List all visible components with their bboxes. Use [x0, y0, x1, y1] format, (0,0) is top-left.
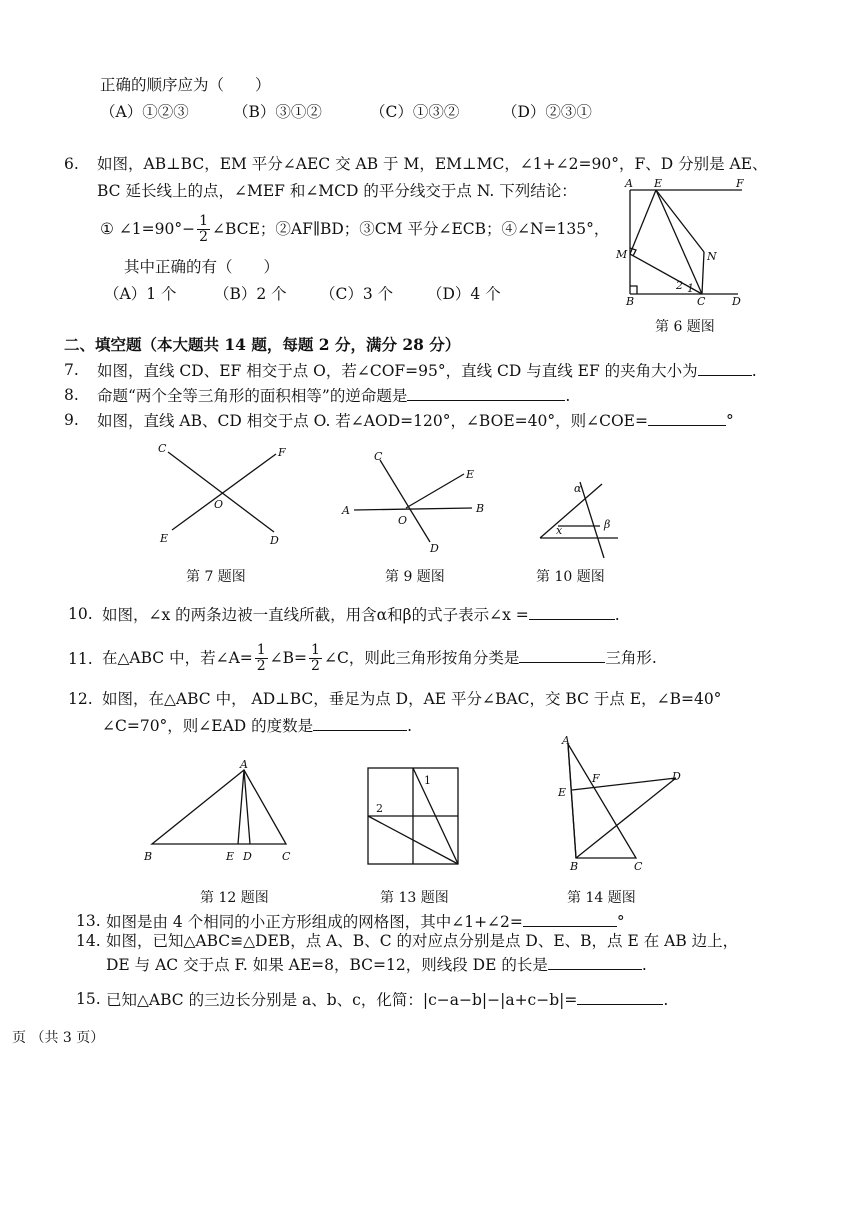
- figure-10: [534, 470, 624, 560]
- q10-answer-blank[interactable]: [529, 605, 615, 620]
- fig10-label-beta: β: [604, 518, 611, 531]
- q6-line3-pre: ① ∠1=90°−: [100, 219, 196, 238]
- q13-text: [106, 912, 625, 932]
- q6-option-d: （D）4 个: [427, 285, 501, 303]
- q7-tail: .: [751, 362, 757, 380]
- q9-answer-blank[interactable]: [648, 411, 726, 426]
- q15-stem: 已知△ABC 的三边长分别是 a、b、c，化简：|c−a−b|−|a+c−b|=: [106, 991, 578, 1009]
- section2-title: 二、填空题（本大题共 14 题，每题 2 分，满分 28 分）: [64, 335, 461, 354]
- fig7-caption: 第 7 题图: [186, 569, 246, 585]
- q15-text: [106, 990, 668, 1010]
- fig6-angle-1: 1: [687, 282, 694, 295]
- fig12-label-c: C: [282, 850, 291, 863]
- q11-fraction-2: [309, 643, 322, 675]
- fig13-angle-1: 1: [424, 774, 431, 787]
- fig7-label-f: F: [278, 446, 286, 459]
- fig12-label-d: D: [243, 850, 252, 863]
- fig12-caption: 第 12 题图: [200, 890, 269, 906]
- q11-tail: 三角形.: [605, 648, 657, 667]
- q6-line3: [100, 214, 609, 246]
- q11-fraction-2-num: 1: [311, 642, 320, 658]
- q5-option-c: （C）①③②: [370, 103, 460, 121]
- fig14-label-f: F: [592, 772, 600, 785]
- q11-post: ∠C，则此三角形按角分类是: [323, 648, 520, 667]
- q9-number: 9.: [64, 411, 79, 429]
- fig6-label-e: E: [654, 177, 663, 190]
- q9-text: [97, 411, 734, 431]
- q6-line2: BC 延长线上的点，∠MEF 和∠MCD 的平分线交于点 N. 下列结论：: [97, 182, 577, 200]
- q7-answer-blank[interactable]: [698, 361, 752, 376]
- q6-option-a: （A）1 个: [104, 285, 177, 303]
- fig6-label-n: N: [707, 250, 717, 263]
- fig7-label-c: C: [158, 442, 167, 455]
- fig14-caption: 第 14 题图: [567, 890, 636, 906]
- q10-stem: 如图，∠x 的两条边被一直线所截，用含α和β的式子表示∠x =: [102, 606, 529, 624]
- fig9-label-c: C: [374, 450, 383, 463]
- fig7-label-e: E: [160, 532, 169, 545]
- figure-7: [156, 444, 296, 548]
- fig10-caption: 第 10 题图: [536, 569, 605, 585]
- fig6-label-f: F: [736, 177, 744, 190]
- fig14-label-e: E: [558, 786, 567, 799]
- q6-fraction-num: 1: [199, 213, 209, 229]
- q8-number: 8.: [64, 386, 79, 404]
- q5-option-d: （D）②③①: [502, 103, 592, 121]
- fig6-angle-2: 2: [676, 279, 683, 292]
- fig6-label-a: A: [625, 177, 633, 190]
- q11-text: [102, 643, 657, 675]
- q12-answer-blank[interactable]: [313, 716, 407, 731]
- q6-option-b: （B）2 个: [214, 285, 287, 303]
- figure-14: [552, 732, 692, 874]
- fig6-label-d: D: [732, 295, 741, 308]
- fig6-caption: 第 6 题图: [655, 319, 715, 335]
- q11-fraction-1: [255, 643, 268, 675]
- figure-13: [366, 766, 462, 868]
- q15-number: 15.: [76, 990, 101, 1008]
- q10-number: 10.: [68, 605, 93, 623]
- fig6-label-c: C: [697, 295, 706, 308]
- q10-text: [102, 605, 620, 625]
- fig9-label-o: O: [398, 514, 408, 527]
- q9-tail: °: [725, 412, 734, 430]
- q11-answer-blank[interactable]: [519, 648, 605, 663]
- fig9-label-b: B: [476, 502, 485, 515]
- fig7-label-d: D: [270, 534, 279, 547]
- page-footer: 页 （共 3 页）: [12, 1030, 105, 1046]
- fig7-label-o: O: [214, 498, 224, 511]
- q6-line3-post: ∠BCE；②AF∥BD；③CM 平分∠ECB；④∠N=135°，: [212, 219, 610, 238]
- q14-stem: DE 与 AC 交于点 F. 如果 AE=8，BC=12，则线段 DE 的长是: [106, 956, 548, 974]
- q14-answer-blank[interactable]: [548, 955, 642, 970]
- q6-number: 6.: [64, 155, 79, 173]
- q6-fraction: [197, 214, 210, 246]
- q15-tail: .: [663, 991, 669, 1009]
- q6-option-c: （C）3 个: [320, 285, 394, 303]
- fig14-label-a: A: [562, 734, 570, 747]
- q6-line4: 其中正确的有（ ）: [124, 258, 280, 276]
- fig10-label-alpha: α: [574, 482, 582, 495]
- fig6-label-m: M: [616, 248, 628, 261]
- fig9-label-d: D: [430, 542, 439, 555]
- q12-tail: .: [407, 717, 413, 735]
- q6-line1: 如图，AB⊥BC，EM 平分∠AEC 交 AB 于 M，EM⊥MC，∠1+∠2=90°，F、D 分别是 AE、: [97, 155, 768, 173]
- figure-12: [140, 758, 300, 868]
- q8-answer-blank[interactable]: [407, 386, 565, 401]
- q13-tail: °: [616, 913, 625, 931]
- q11-fraction-2-den: 2: [311, 658, 320, 675]
- q7-stem: 如图，直线 CD、EF 相交于点 O，若∠COF=95°，直线 CD 与直线 EF 的夹角大小为: [97, 362, 698, 380]
- figure-6: [612, 176, 752, 306]
- q5-option-a: （A）①②③: [100, 103, 189, 121]
- q11-fraction-1-num: 1: [256, 642, 266, 658]
- fig6-label-b: B: [626, 295, 635, 308]
- q5-stem: 正确的顺序应为（ ）: [100, 76, 271, 94]
- q9-stem: 如图，直线 AB、CD 相交于点 O. 若∠AOD=120°，∠BOE=40°，则∠COE=: [97, 412, 648, 430]
- fig9-label-a: A: [342, 504, 350, 517]
- q5-option-b: （B）③①②: [233, 103, 322, 121]
- q11-number: 11.: [68, 650, 93, 668]
- q11-pre: 在△ABC 中，若∠A=: [102, 648, 253, 667]
- q11-mid: ∠B=: [269, 648, 308, 667]
- q14-line1: 如图，已知△ABC≌△DEB，点 A、B、C 的对应点分别是点 D、E、B，点 E 在 AB 边上，: [106, 932, 739, 950]
- q14-number: 14.: [76, 932, 101, 950]
- fig14-label-d: D: [672, 770, 681, 783]
- q12-line2: [102, 716, 412, 736]
- q8-stem: 命题“两个全等三角形的面积相等”的逆命题是: [97, 387, 408, 405]
- figure-9: [340, 448, 490, 556]
- q12-line1: 如图，在△ABC 中， AD⊥BC，垂足为点 D，AE 平分∠BAC，交 BC 于点 E，∠B=40°: [102, 690, 722, 708]
- fig9-caption: 第 9 题图: [385, 569, 445, 585]
- fig13-caption: 第 13 题图: [380, 890, 449, 906]
- q14-tail: .: [641, 956, 647, 974]
- q10-tail: .: [614, 606, 620, 624]
- q7-text: [97, 361, 757, 381]
- q11-fraction-1-den: 2: [256, 658, 266, 675]
- fig12-label-a: A: [240, 758, 248, 771]
- fig12-label-b: B: [144, 850, 153, 863]
- fig13-angle-2: 2: [376, 802, 383, 815]
- q6-fraction-den: 2: [199, 229, 209, 246]
- fig12-label-e: E: [226, 850, 235, 863]
- fig9-label-e: E: [466, 468, 475, 481]
- q13-number: 13.: [76, 912, 101, 930]
- q8-text: [97, 386, 570, 406]
- fig14-label-b: B: [570, 860, 579, 873]
- fig14-label-c: C: [634, 860, 643, 873]
- q12-number: 12.: [68, 690, 93, 708]
- q14-line2: [106, 955, 647, 975]
- q12-stem: ∠C=70°，则∠EAD 的度数是: [102, 717, 314, 735]
- fig10-label-x: x: [556, 524, 563, 537]
- q13-stem: 如图是由 4 个相同的小正方形组成的网格图，其中∠1+∠2=: [106, 913, 523, 931]
- q8-tail: .: [565, 387, 571, 405]
- q7-number: 7.: [64, 361, 79, 379]
- q15-answer-blank[interactable]: [577, 990, 663, 1005]
- q13-answer-blank[interactable]: [523, 912, 617, 927]
